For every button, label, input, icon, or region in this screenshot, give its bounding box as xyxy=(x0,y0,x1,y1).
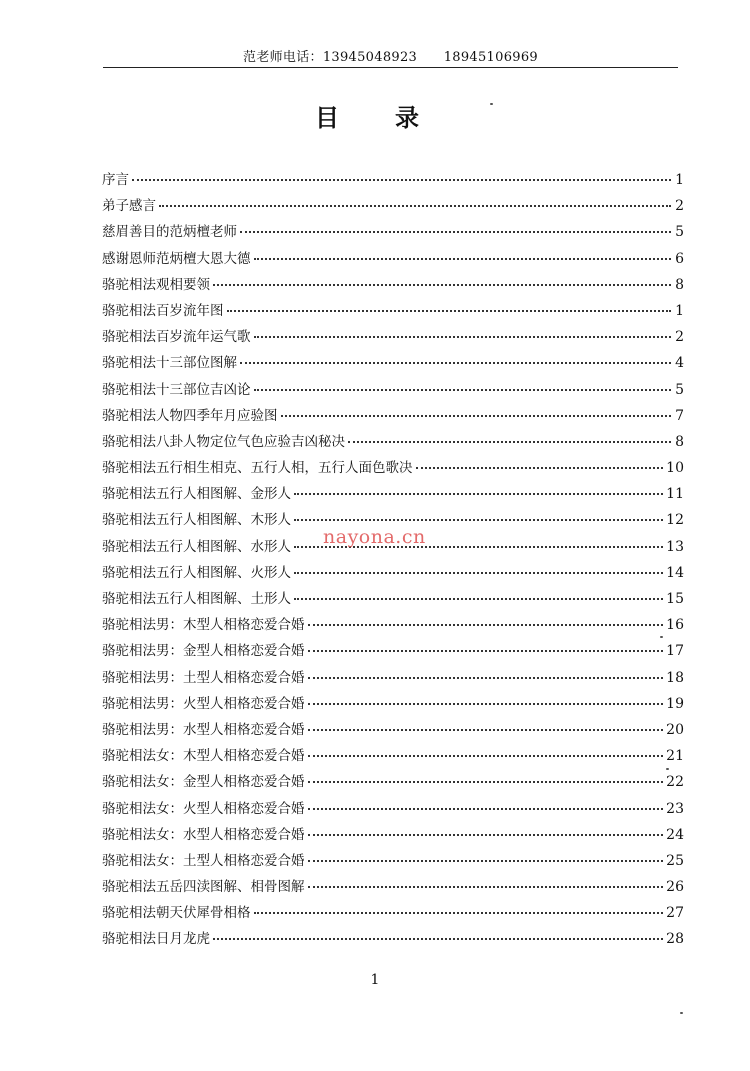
toc-entry xyxy=(102,482,684,508)
toc-entry-title: 骆驼相法日月龙虎 xyxy=(102,931,210,948)
toc-entry-page: 19 xyxy=(666,695,684,712)
toc-leader-dots xyxy=(308,755,664,757)
watermark: nayona.cn xyxy=(323,526,426,548)
toc-entry-page: 11 xyxy=(666,486,684,503)
toc-entry-title: 骆驼相法五行人相图解、水形人 xyxy=(102,538,291,555)
toc-entry xyxy=(102,770,684,796)
toc-entry-page: 4 xyxy=(675,355,684,372)
toc-entry-title: 骆驼相法男：土型人相格恋爱合婚 xyxy=(102,669,305,686)
toc-entry-page: 1 xyxy=(675,302,684,319)
page-header-phone: 范老师电话：13945048923 18945106969 xyxy=(243,50,538,65)
toc-entry-page: 15 xyxy=(666,591,684,607)
toc-entry xyxy=(102,351,684,377)
toc-entry xyxy=(102,561,684,587)
toc-entry xyxy=(102,901,684,927)
toc-entry-title: 骆驼相法观相要领 xyxy=(102,276,210,293)
toc-entry-title: 骆驼相法女：火型人相格恋爱合婚 xyxy=(102,800,305,817)
toc-leader-dots xyxy=(294,493,663,495)
toc-leader-dots xyxy=(308,808,664,810)
toc-entry-title: 骆驼相法百岁流年图 xyxy=(102,302,224,319)
toc-entry-page: 16 xyxy=(666,617,684,634)
toc-entry-page: 2 xyxy=(675,198,684,215)
toc-leader-dots xyxy=(308,624,664,626)
toc-leader-dots xyxy=(308,677,664,679)
toc-entry xyxy=(102,613,684,639)
toc-entry-title: 序言 xyxy=(102,172,129,188)
toc-entry xyxy=(102,378,684,404)
toc-entry-title: 骆驼相法人物四季年月应验图 xyxy=(102,407,278,424)
toc-entry-page: 8 xyxy=(675,276,684,293)
toc-leader-dots xyxy=(308,886,664,888)
toc-entry-page: 20 xyxy=(666,721,684,738)
toc-entry-page: 14 xyxy=(666,564,684,581)
toc-entry-title: 骆驼相法五岳四渎图解、相骨图解 xyxy=(102,879,305,896)
toc-entry xyxy=(102,168,684,194)
toc-entry-title: 骆驼相法女：木型人相格恋爱合婚 xyxy=(102,748,305,765)
toc-entry-title: 骆驼相法五行人相图解、木形人 xyxy=(102,512,291,529)
page-number: 1 xyxy=(370,972,380,988)
toc-leader-dots xyxy=(213,284,671,286)
toc-entry-page: 6 xyxy=(675,250,684,267)
toc-leader-dots xyxy=(254,912,664,914)
toc-entry-page: 12 xyxy=(666,512,684,529)
toc-entry xyxy=(102,430,684,456)
toc-entry-page: 18 xyxy=(666,669,684,686)
toc-leader-dots xyxy=(213,938,663,940)
toc-leader-dots xyxy=(308,834,664,836)
toc-entry xyxy=(102,220,684,246)
toc-entry xyxy=(102,849,684,875)
toc-entry xyxy=(102,325,684,351)
toc-entry xyxy=(102,718,684,744)
toc-leader-dots xyxy=(308,703,664,705)
toc-entry-title: 骆驼相法五行人相图解、金形人 xyxy=(102,486,291,503)
toc-entry-title: 骆驼相法五行人相图解、土形人 xyxy=(102,591,291,607)
toc-entry-page: 5 xyxy=(675,381,684,398)
toc-leader-dots xyxy=(254,258,672,260)
toc-entry-title: 骆驼相法女：金型人相格恋爱合婚 xyxy=(102,774,305,791)
toc-leader-dots xyxy=(308,729,664,731)
toc-entry-page: 7 xyxy=(675,407,684,424)
toc-leader-dots xyxy=(416,467,664,469)
toc-leader-dots xyxy=(227,310,672,312)
toc-entry xyxy=(102,587,684,613)
toc-entry xyxy=(102,666,684,692)
toc-entry-title: 骆驼相法八卦人物定位气色应验吉凶秘决 xyxy=(102,433,345,450)
scan-speck xyxy=(660,636,663,638)
toc-entry-title: 骆驼相法男：木型人相格恋爱合婚 xyxy=(102,617,305,634)
toc-entry xyxy=(102,927,684,953)
toc-leader-dots xyxy=(132,179,671,181)
toc-entry-title: 骆驼相法女：水型人相格恋爱合婚 xyxy=(102,826,305,843)
toc-entry-page: 27 xyxy=(666,905,684,922)
toc-leader-dots xyxy=(240,231,671,233)
toc-entry-page: 28 xyxy=(666,931,684,948)
scan-speck xyxy=(680,1012,683,1014)
page-title: 目 录 xyxy=(315,104,435,132)
toc-leader-dots xyxy=(308,650,664,652)
toc-entry-title: 骆驼相法朝天伏犀骨相格 xyxy=(102,905,251,922)
toc-entry-page: 22 xyxy=(666,774,684,791)
toc-entry-page: 5 xyxy=(675,224,684,241)
toc-leader-dots xyxy=(294,598,663,600)
toc-leader-dots xyxy=(348,441,671,443)
toc-entry xyxy=(102,639,684,665)
toc-entry-page: 10 xyxy=(666,460,684,477)
toc-entry xyxy=(102,744,684,770)
toc-entry-page: 23 xyxy=(666,800,684,817)
toc-entry-title: 感谢恩师范炳檀大恩大德 xyxy=(102,250,251,267)
toc-entry-title: 骆驼相法男：水型人相格恋爱合婚 xyxy=(102,721,305,738)
toc-entry-page: 24 xyxy=(666,826,684,843)
toc-leader-dots xyxy=(281,415,672,417)
toc-entry xyxy=(102,456,684,482)
toc-entry-title: 骆驼相法五行相生相克、五行人相，五行人面色歌决 xyxy=(102,460,413,477)
toc-leader-dots xyxy=(240,362,671,364)
toc-entry-page: 13 xyxy=(666,538,684,555)
toc-entry-title: 骆驼相法十三部位图解 xyxy=(102,355,237,372)
toc-entry-page: 2 xyxy=(675,329,684,346)
toc-leader-dots xyxy=(308,781,664,783)
toc-entry xyxy=(102,404,684,430)
toc-entry-page: 1 xyxy=(675,172,684,188)
toc-entry-page: 8 xyxy=(675,433,684,450)
toc-entry xyxy=(102,875,684,901)
toc-leader-dots xyxy=(294,572,663,574)
toc-leader-dots xyxy=(159,205,671,207)
toc-entry xyxy=(102,692,684,718)
toc-entry xyxy=(102,823,684,849)
header-divider xyxy=(103,67,678,68)
scan-speck xyxy=(490,103,493,105)
toc-leader-dots xyxy=(294,519,663,521)
toc-entry xyxy=(102,247,684,273)
toc-entry-title: 骆驼相法女：土型人相格恋爱合婚 xyxy=(102,852,305,869)
toc-entry-title: 骆驼相法男：火型人相格恋爱合婚 xyxy=(102,695,305,712)
toc-entry-page: 26 xyxy=(666,879,684,896)
toc-leader-dots xyxy=(254,336,672,338)
scan-speck xyxy=(666,768,669,770)
toc-entry-page: 17 xyxy=(666,643,684,660)
toc-entry-page: 25 xyxy=(666,852,684,869)
toc-entry xyxy=(102,299,684,325)
toc-entry-page: 21 xyxy=(666,748,684,765)
toc-entry-title: 慈眉善目的范炳檀老师 xyxy=(102,224,237,241)
toc-entry xyxy=(102,797,684,823)
toc-entry xyxy=(102,273,684,299)
toc-entry-title: 骆驼相法百岁流年运气歌 xyxy=(102,329,251,346)
toc-entry-title: 弟子感言 xyxy=(102,198,156,215)
toc-entry xyxy=(102,194,684,220)
toc-entry-title: 骆驼相法男：金型人相格恋爱合婚 xyxy=(102,643,305,660)
toc-leader-dots xyxy=(254,389,672,391)
toc-entry-title: 骆驼相法五行人相图解、火形人 xyxy=(102,564,291,581)
toc-leader-dots xyxy=(308,860,664,862)
table-of-contents xyxy=(102,168,684,954)
toc-entry-title: 骆驼相法十三部位吉凶论 xyxy=(102,381,251,398)
